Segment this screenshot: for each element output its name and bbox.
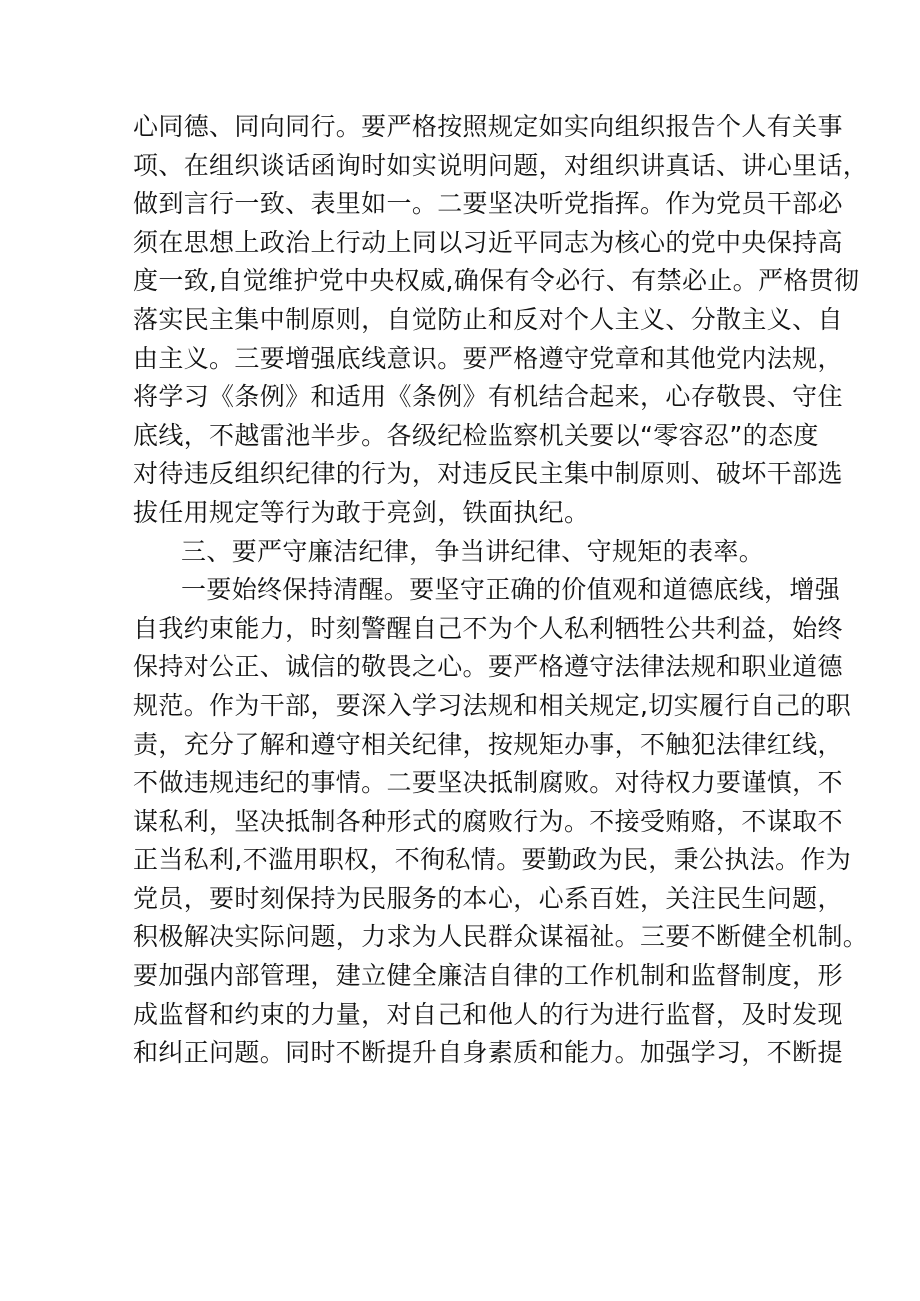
text-line: 要加强内部管理，建立健全廉洁自律的工作机制和监督制度，形 bbox=[133, 961, 843, 991]
text-line: 拔任用规定等行为敢于亮剑，铁面执纪。 bbox=[133, 497, 590, 527]
text-line: 须在思想上政治上行动上同以习近平同志为核心的党中央保持高 bbox=[133, 227, 843, 257]
section-heading: 三、要严守廉洁纪律，争当讲纪律、守规矩的表率。 bbox=[181, 536, 765, 566]
text-line: 责，充分了解和遵守相关纪律，按规矩办事，不触犯法律红线， bbox=[133, 729, 843, 759]
text-line: 将学习《条例》和适用《条例》有机结合起来，心存敬畏、守住 bbox=[133, 382, 843, 412]
text-line: 做到言行一致、表里如一。二要坚决听党指挥。作为党员干部必 bbox=[133, 189, 843, 219]
text-line: 谋私利，坚决抵制各种形式的腐败行为。不接受贿赂，不谋取不 bbox=[133, 806, 843, 836]
text-line: 党员，要时刻保持为民服务的本心，心系百姓，关注民生问题， bbox=[133, 883, 843, 913]
text-line: 保持对公正、诚信的敬畏之心。要严格遵守法律法规和职业道德 bbox=[133, 652, 843, 682]
paragraph-first-line: 一要始终保持清醒。要坚守正确的价值观和道德底线，增强 bbox=[181, 575, 841, 605]
text-line: 自我约束能力，时刻警醒自己不为个人私利牺牲公共利益，始终 bbox=[133, 613, 843, 643]
text-line: 度一致,自觉维护党中央权威,确保有令必行、有禁必止。严格贯彻 bbox=[133, 266, 860, 296]
text-line: 落实民主集中制原则，自觉防止和反对个人主义、分散主义、自 bbox=[133, 304, 843, 334]
text-line: 项、在组织谈话函询时如实说明问题，对组织讲真话、讲心里话， bbox=[133, 150, 869, 180]
body-text bbox=[133, 108, 869, 1073]
text-line: 积极解决实际问题，力求为人民群众谋福祉。三要不断健全机制。 bbox=[133, 922, 869, 952]
text-line: 由主义。三要增强底线意识。要严格遵守党章和其他党内法规， bbox=[133, 343, 843, 373]
text-line: 心同德、同向同行。要严格按照规定如实向组织报告个人有关事 bbox=[133, 112, 843, 141]
text-line: 规范。作为干部，要深入学习法规和相关规定,切实履行自己的职 bbox=[133, 690, 852, 720]
text-line: 底线，不越雷池半步。各级纪检监察机关要以“零容忍”的态度 bbox=[133, 420, 819, 450]
text-line: 和纠正问题。同时不断提升自身素质和能力。加强学习，不断提 bbox=[133, 1038, 843, 1068]
text-line: 正当私利,不滥用职权，不徇私情。要勤政为民，秉公执法。作为 bbox=[133, 845, 852, 875]
text-line: 成监督和约束的力量，对自己和他人的行为进行监督，及时发现 bbox=[133, 999, 843, 1029]
text-line: 对待违反组织纪律的行为，对违反民主集中制原则、破坏干部选 bbox=[133, 459, 843, 489]
text-line: 不做违规违纪的事情。二要坚决抵制腐败。对待权力要谨慎，不 bbox=[133, 768, 843, 798]
